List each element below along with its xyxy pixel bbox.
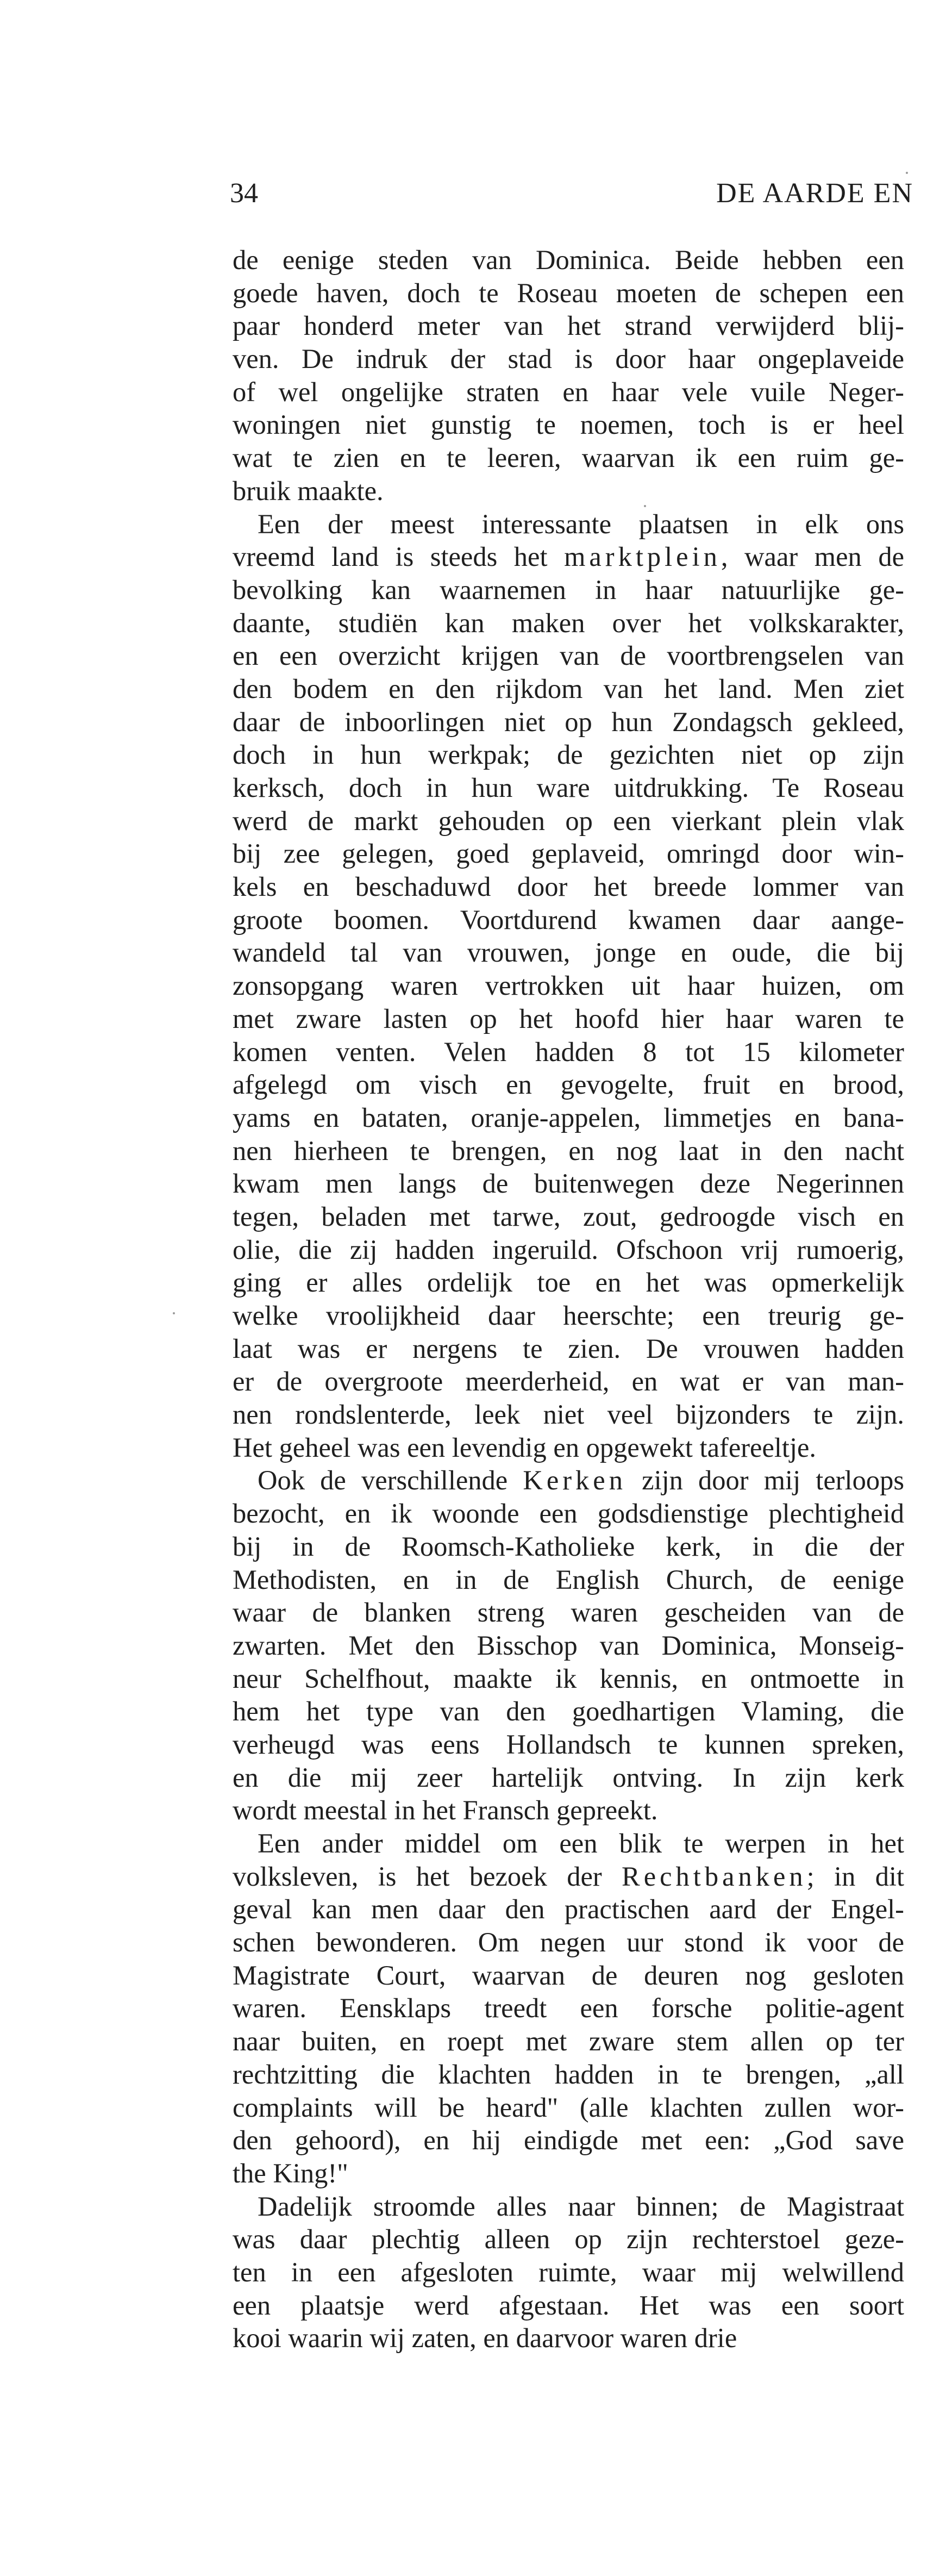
print-speck <box>173 1312 175 1314</box>
text-line: nen hierheen te brengen, en nog laat in den nacht <box>233 1135 904 1166</box>
text-line: waren. Eensklaps treedt een forsche politie-agent <box>233 1993 904 2024</box>
emphasized-term: Rechtbanken <box>622 1861 807 1892</box>
page-number: 34 <box>230 178 258 209</box>
text-line: doch in hun werkpak; de gezichten niet op zijn <box>233 739 904 770</box>
text-line: er de overgroote meerderheid, en wat er van man- <box>233 1366 904 1397</box>
text-line: kerksch, doch in hun ware uitdrukking. Te Roseau <box>233 772 904 803</box>
text-line: hem het type van den goedhartigen Vlaming, die <box>233 1696 904 1727</box>
text-line: bezocht, en ik woonde een godsdienstige plechtigheid <box>233 1498 904 1529</box>
running-title: DE AARDE EN <box>716 178 913 209</box>
text-line: de eenige steden van Dominica. Beide hebben een <box>233 245 904 275</box>
text-line: met zware lasten op het hoofd hier haar waren te <box>233 1003 904 1034</box>
text-line: zwarten. Met den Bisschop van Dominica, Monseig- <box>233 1630 904 1661</box>
text-line: afgelegd om visch en gevogelte, fruit en brood, <box>233 1069 904 1100</box>
text-line: Methodisten, en in de English Church, de eenige <box>233 1564 904 1595</box>
text-line: paar honderd meter van het strand verwijderd blij- <box>233 310 904 341</box>
text-line: complaints will be heard" (alle klachten zullen wor- <box>233 2092 904 2123</box>
text-line: den bodem en den rijkdom van het land. Men ziet <box>233 673 904 704</box>
text-line: een plaatsje werd afgestaan. Het was een soort <box>233 2290 904 2321</box>
text-line: rechtzitting die klachten hadden in te brengen, „all <box>233 2059 904 2090</box>
text-line: Ook de verschillende Kerken zijn door mij terloops <box>258 1465 904 1496</box>
text-line: komen venten. Velen hadden 8 tot 15 kilometer <box>233 1036 904 1067</box>
text-line: goede haven, doch te Roseau moeten de schepen een <box>233 277 904 308</box>
text-line: groote boomen. Voortdurend kwamen daar aange- <box>233 904 904 935</box>
paragraph <box>233 508 904 1464</box>
body-text <box>233 244 904 2355</box>
running-head <box>230 172 913 215</box>
text-line: kooi waarin wij zaten, en daarvoor waren drie <box>233 2323 737 2354</box>
text-line: Magistrate Court, waarvan de deuren nog gesloten <box>233 1960 904 1991</box>
text-line: Dadelijk stroomde alles naar binnen; de Magistraat <box>258 2191 904 2222</box>
text-line: olie, die zij hadden ingeruild. Ofschoon vrij rumoerig, <box>233 1234 904 1265</box>
text-line: bruik maakte. <box>233 475 384 506</box>
text-line: daante, studiën kan maken over het volkskarakter, <box>233 607 904 638</box>
emphasized-term: Kerken <box>523 1465 627 1496</box>
text-line: den gehoord), en hij eindigde met een: „God save <box>233 2125 904 2156</box>
text-line: kwam men langs de buitenwegen deze Negerinnen <box>233 1168 904 1199</box>
text-line: wordt meestal in het Fransch gepreekt. <box>233 1795 658 1826</box>
emphasized-term: marktplein <box>564 541 721 572</box>
text-line: nen rondslenterde, leek niet veel bijzonders te zijn. <box>233 1399 904 1430</box>
text-line: zonsopgang waren vertrokken uit haar huizen, om <box>233 970 904 1001</box>
text-line: bij zee gelegen, goed geplaveid, omringd door win- <box>233 838 904 869</box>
text-line: verheugd was eens Hollandsch te kunnen spreken, <box>233 1729 904 1760</box>
text-line: bevolking kan waarnemen in haar natuurlijke ge- <box>233 574 904 605</box>
text-line: vreemd land is steeds het marktplein, waar men de <box>233 541 904 572</box>
text-line: ten in een afgesloten ruimte, waar mij welwillend <box>233 2256 904 2287</box>
text-line: schen bewonderen. Om negen uur stond ik voor de <box>233 1927 904 1958</box>
text-line: naar buiten, en roept met zware stem allen op ter <box>233 2026 904 2057</box>
text-line: en die mij zeer hartelijk ontving. In zijn kerk <box>233 1762 904 1793</box>
text-line: laat was er nergens te zien. De vrouwen hadden <box>233 1333 904 1364</box>
text-line: yams en bataten, oranje-appelen, limmetjes en bana- <box>233 1102 904 1133</box>
text-line: Een ander middel om een blik te werpen in het <box>258 1828 904 1858</box>
text-line: of wel ongelijke straten en haar vele vuile Neger- <box>233 376 904 407</box>
text-line: daar de inboorlingen niet op hun Zondagsch gekleed, <box>233 706 904 737</box>
paragraph <box>233 1827 904 2190</box>
text-line: bij in de Roomsch-Katholieke kerk, in die der <box>233 1531 904 1562</box>
text-line: waar de blanken streng waren gescheiden van de <box>233 1597 904 1628</box>
paragraph <box>233 2190 904 2355</box>
text-line: was daar plechtig alleen op zijn rechterstoel geze- <box>233 2224 904 2255</box>
text-line: welke vroolijkheid daar heerschte; een treurig ge- <box>233 1300 904 1331</box>
text-line: volksleven, is het bezoek der Rechtbanken; in dit <box>233 1861 904 1892</box>
text-line: werd de markt gehouden op een vierkant plein vlak <box>233 805 904 836</box>
text-line: wandeld tal van vrouwen, jonge en oude, die bij <box>233 937 904 968</box>
text-line: woningen niet gunstig te noemen, toch is er heel <box>233 409 904 440</box>
text-line: tegen, beladen met tarwe, zout, gedroogde visch en <box>233 1201 904 1232</box>
paragraph <box>233 244 904 508</box>
text-line: kels en beschaduwd door het breede lommer van <box>233 871 904 902</box>
text-line: ven. De indruk der stad is door haar ongeplaveide <box>233 344 904 375</box>
text-line: neur Schelfhout, maakte ik kennis, en ontmoette in <box>233 1663 904 1694</box>
text-line: Een der meest interessante plaatsen in elk ons <box>258 508 904 539</box>
text-line: en een overzicht krijgen van de voortbrengselen van <box>233 640 904 671</box>
text-line: wat te zien en te leeren, waarvan ik een ruim ge- <box>233 442 904 473</box>
text-line: geval kan men daar den practischen aard der Engel- <box>233 1894 904 1925</box>
text-line: ging er alles ordelijk toe en het was opmerkelijk <box>233 1267 904 1298</box>
text-line: the King!" <box>233 2157 348 2188</box>
text-line: Het geheel was een levendig en opgewekt tafereeltje. <box>233 1432 817 1463</box>
paragraph <box>233 1464 904 1827</box>
print-speck <box>906 172 908 174</box>
